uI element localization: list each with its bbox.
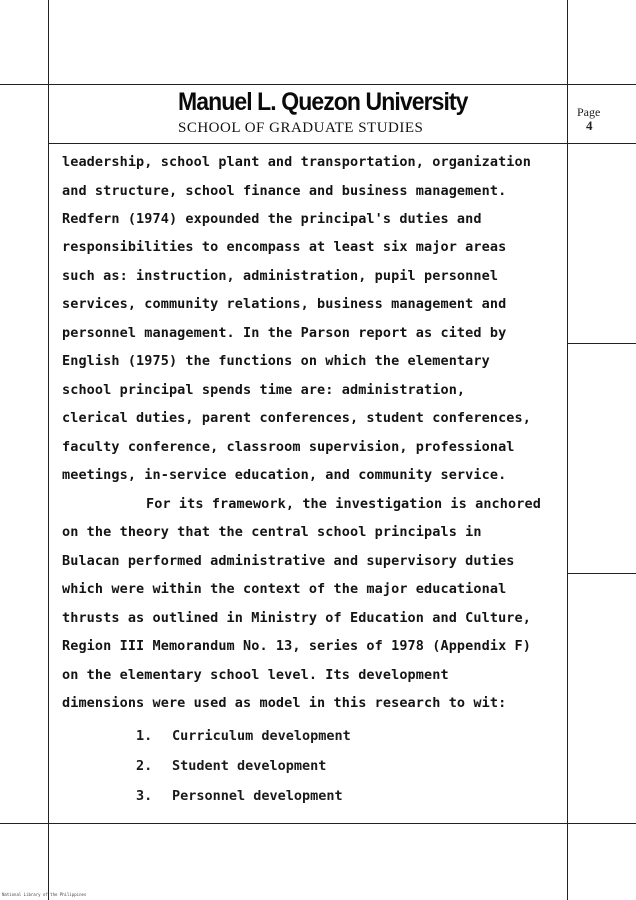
list-item-text: Curriculum development xyxy=(172,728,351,744)
university-name: Manuel L. Quezon University xyxy=(178,88,468,116)
text-line: Region III Memorandum No. 13, series of 1978 (Appendix F) xyxy=(62,638,531,654)
text-line: faculty conference, classroom supervision, professional xyxy=(62,439,515,455)
right-column-rule-2 xyxy=(567,573,636,574)
school-name: SCHOOL OF GRADUATE STUDIES xyxy=(178,120,424,136)
list-item xyxy=(136,728,351,744)
text-line: meetings, in-service education, and community service. xyxy=(62,467,507,483)
page-number: 4 xyxy=(586,118,593,133)
right-margin-rule xyxy=(567,0,568,900)
text-line: thrusts as outlined in Ministry of Education and Culture, xyxy=(62,610,531,626)
text-line: Bulacan performed administrative and supervisory duties xyxy=(62,553,515,569)
text-line: school principal spends time are: administration, xyxy=(62,382,466,398)
text-line: responsibilities to encompass at least six major areas xyxy=(62,239,507,255)
list-item-number: 3. xyxy=(136,788,153,804)
text-line: Redfern (1974) expounded the principal's duties and xyxy=(62,211,482,227)
header-top-rule xyxy=(0,84,636,85)
list-item-number: 1. xyxy=(136,728,153,744)
text-line: services, community relations, business management and xyxy=(62,296,507,312)
list-item-text: Personnel development xyxy=(172,788,343,804)
page-box-rule xyxy=(567,143,636,144)
left-margin-rule xyxy=(48,0,49,900)
list-item-text: Student development xyxy=(172,758,327,774)
text-line: on the theory that the central school principals in xyxy=(62,524,482,540)
text-line: such as: instruction, administration, pupil personnel xyxy=(62,268,499,284)
text-line: clerical duties, parent conferences, student conferences, xyxy=(62,410,531,426)
header-bottom-rule xyxy=(48,143,636,144)
text-line: personnel management. In the Parson report as cited by xyxy=(62,325,507,341)
text-line: leadership, school plant and transportation, organization xyxy=(62,154,531,170)
text-line: dimensions were used as model in this research to wit: xyxy=(62,695,507,711)
text-line: English (1975) the functions on which the elementary xyxy=(62,353,490,369)
right-column-rule-1 xyxy=(567,343,636,344)
text-line: on the elementary school level. Its development xyxy=(62,667,449,683)
page-label: Page xyxy=(577,105,601,119)
list-item xyxy=(136,758,326,774)
footer-rule xyxy=(0,823,636,824)
text-line: and structure, school finance and business management. xyxy=(62,183,507,199)
list-item-number: 2. xyxy=(136,758,153,774)
footer-note: National Library of the Philippines xyxy=(2,892,87,897)
paragraph-start-line: For its framework, the investigation is anchored xyxy=(146,496,541,512)
text-line: which were within the context of the major educational xyxy=(62,581,507,597)
list-item xyxy=(136,788,343,804)
